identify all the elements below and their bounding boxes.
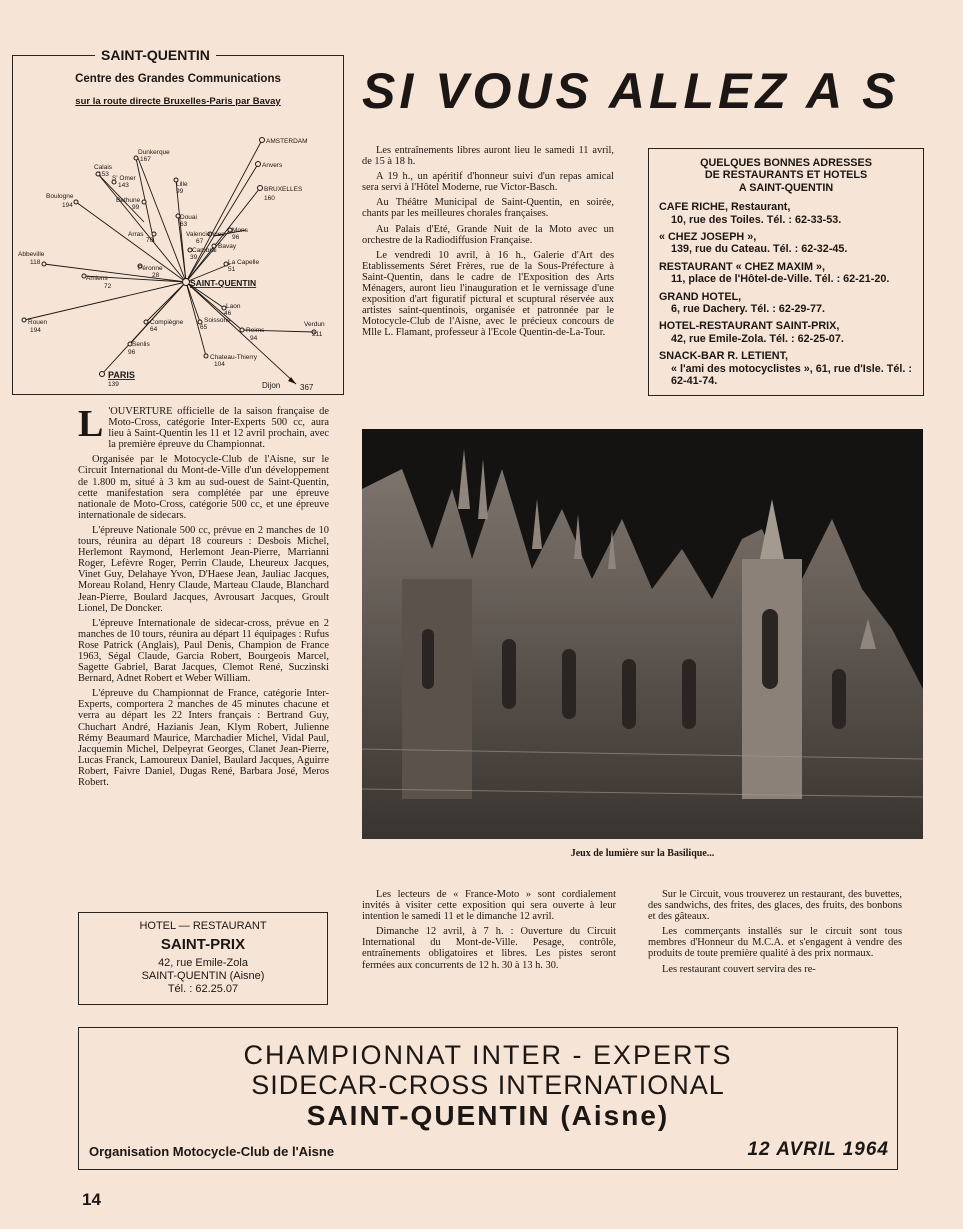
photo-caption: Jeux de lumière sur la Basilique... [570, 848, 715, 859]
addresses-box [648, 148, 924, 396]
address-entry [659, 320, 913, 345]
hotel-ad [78, 912, 328, 1005]
map-city-valenciennes: Valenciennes [186, 231, 225, 238]
championship-ad [78, 1027, 898, 1170]
bottom-middle-paragraph: Les lecteurs de « France-Moto » sont cordialement invités à visiter cette exposition qui sera ouverte à leur intention le samedi 11 et le dimanche 12 avril. [362, 889, 616, 923]
map-city-bavay: Bavay [218, 243, 237, 250]
addresses-heading [659, 157, 913, 194]
headline: SI VOUS ALLEZ A S [362, 63, 900, 119]
address-line: 11, place de l'Hôtel-de-Ville. Tél. : 62-21-20. [671, 273, 890, 286]
address-entry [659, 201, 913, 226]
map-dist-mons: 96 [232, 234, 240, 241]
hotel-ad-name: SAINT-PRIX [160, 936, 246, 953]
intro-paragraph: L'épreuve Internationale de sidecar-cross, prévue en 2 manches de 10 tours, réunira au départ 11 équipages : Rufus Rose Patrick (Anglais), Paul Denis, Champion de France 1963, Ségal Claude, Garcia Robert, Bourgeois Marcel, Sagette Gabriel, Barat Jacques, Clemot René, Suczinski Bernard, Adnet Robert et Weber William. [78, 617, 329, 685]
championship-organizer: Organisation Motocycle-Club de l'Aisne [89, 1144, 335, 1159]
map-city-reims: Reims [246, 327, 265, 334]
map-city-amiens: Amiens [86, 275, 108, 282]
bottom-right-paragraph: Les commerçants installés sur le circuit sont tous membres d'Honneur du M.C.A. et s'engagent à vendre des produits de toute première qualité à des prix normaux. [648, 926, 902, 960]
hotel-ad-address: 42, rue Emile-Zola [158, 957, 248, 969]
map-city-amsterdam: AMSTERDAM [266, 138, 308, 145]
map-city-rouen: Rouen [28, 319, 48, 326]
address-entry [659, 261, 913, 286]
map-dist-cambrai: 39 [190, 254, 198, 261]
map-city-arras: Arras [128, 231, 144, 238]
map-dist-bethune: 99 [132, 204, 140, 211]
intro-paragraph: L'épreuve Nationale 500 cc, prévue en 2 manches de 10 tours, réunira au départ 18 coureurs : Desbois Michel, Herlemont Raymond, Herlemont Jean-Pierre, Marrianni Roger, Lefèvre Roger, Perrin Claude, Lheureux Jacques, Vinet Guy, Delahaye Yvon, D'Haese Jean, Jauliac Jacques, Moreau Roland, Henry Claude, Marteau Claude, Blanchard Jean-Pierre, Boulard Jacques, Avrousart Jacques, Groult Lionel, De Doncker. [78, 524, 329, 614]
drop-cap: L [78, 403, 104, 445]
map-city-cambrai: Cambrai [192, 247, 217, 254]
map-dist-boulogne: 194 [62, 202, 73, 209]
map-dist-senlis: 96 [128, 349, 136, 356]
championship-line-2: SIDECAR-CROSS INTERNATIONAL [251, 1070, 725, 1100]
map-city-anvers: Anvers [262, 162, 283, 169]
address-name: SNACK-BAR R. LETIENT, [659, 350, 788, 363]
middle-column [362, 145, 614, 343]
addresses-heading-line: DE RESTAURANTS ET HOTELS [704, 169, 868, 182]
addresses-heading-line: QUELQUES BONNES ADRESSES [700, 157, 872, 169]
bottom-right-paragraph: Les restaurant couvert servira des re- [662, 963, 816, 975]
address-name: HOTEL-RESTAURANT SAINT-PRIX, [659, 320, 840, 333]
map-subtitle: Centre des Grandes Communications [75, 73, 281, 85]
map-city-chateau-thierry: Chateau-Thierry [210, 354, 257, 361]
map-dist-bruxelles: 160 [264, 195, 275, 202]
map-center-city: SAINT-QUENTIN [190, 278, 257, 288]
middle-paragraph: Au Palais d'Eté, Grande Nuit de la Moto avec un orchestre de la Radiodiffusion Française. [362, 223, 614, 246]
address-entry [659, 231, 913, 256]
address-line: 6, rue Dachery. Tél. : 62-29-77. [671, 303, 826, 316]
map-city-bruxelles: BRUXELLES [264, 186, 303, 193]
map-dist-verdun: 211 [312, 331, 323, 338]
address-line: « l'ami des motocyclistes », 61, rue d'Isle. Tél. : 62-41-74. [671, 362, 912, 388]
map-dist-compiegne: 64 [150, 326, 158, 333]
map-city-la-capelle: La Capelle [228, 259, 260, 266]
basilica-illustration [362, 429, 923, 839]
map-dist-arras: 70 [146, 237, 154, 244]
map-city-st-omer: S' Omer [112, 175, 136, 182]
map-dist-abbeville: 118 [30, 259, 41, 266]
map-dist-valenciennes: 67 [196, 238, 204, 245]
bottom-middle-paragraph: Dimanche 12 avril, à 7 h. : Ouverture du Circuit International du Mont-de-Ville. Pesage, contrôle, entraînements obligatoires et libres. Les pistes seront fermées aux concurrents de 12 h. 30 à 13 h. 30. [362, 926, 616, 971]
championship-line-1: CHAMPIONNAT INTER - EXPERTS [243, 1040, 733, 1070]
address-name: RESTAURANT « CHEZ MAXIM », [659, 260, 825, 273]
address-entry [659, 350, 913, 387]
map-city-dunkerque: Dunkerque [138, 149, 170, 156]
map-city-senlis: Senlis [132, 341, 150, 348]
map-city-compiegne: Compiègne [150, 319, 184, 326]
map-dist-laon: 46 [224, 310, 232, 317]
map-city-mons: Mons [232, 227, 248, 234]
map-subtitle-route: sur la route directe Bruxelles-Paris par Bavay [75, 96, 281, 107]
addresses-heading-line: A SAINT-QUENTIN [738, 181, 834, 194]
middle-paragraph: Les entraînements libres auront lieu le samedi 11 avril, de 15 à 18 h. [362, 145, 614, 168]
map-dist-peronne: 28 [152, 272, 160, 279]
map-city-soissons: Soissons [204, 317, 231, 324]
map-city-bethune: Bethune [116, 197, 141, 204]
map-city-verdun: Verdun [304, 321, 325, 328]
address-name: CAFE RICHE, Restaurant, [659, 201, 791, 214]
map-dist-la-capelle: 51 [228, 266, 236, 273]
hotel-ad-city: SAINT-QUENTIN (Aisne) [141, 970, 265, 982]
map-dist-st-omer: 143 [118, 182, 129, 189]
route-map [14, 112, 342, 392]
basilica-photo [362, 429, 923, 839]
map-city-laon: Laon [226, 303, 241, 310]
address-name: « CHEZ JOSEPH », [659, 231, 757, 244]
map-city-abbeville: Abbeville [18, 251, 45, 258]
map-city-lille: Lille [176, 181, 188, 188]
address-line: 139, rue du Cateau. Tél. : 62-32-45. [671, 243, 848, 256]
map-title: SAINT-QUENTIN [95, 47, 216, 63]
page-number: 14 [82, 1190, 101, 1209]
middle-paragraph: Le vendredi 10 avril, à 16 h., Galerie d'Art des Etablissements Séret Frères, rue de la Sous-Préfecture à Saint-Quentin, dans le cadre de l'Exposition des Arts Ménagers, auront lieu l'inauguration et le vernissage d'une exposition d'art figuratif pictural et scuptural réservée aux artistes saint-quentinois, organisée et patronnée par le Motocycle-Club de l'Aisne, avec le précieux concours de Mlle L. Flamant, professeur à l'Ecole Quentin-de-La-Tour. [362, 249, 614, 339]
map-dist-reims: 94 [250, 335, 258, 342]
map-city-calais: Calais [94, 164, 113, 171]
intro-paragraph: L'épreuve du Championnat de France, catégorie Inter-Experts, comportera 2 manches de 45 minutes chacune et verra au départ les 22 Inters français : Bertrand Guy, Chuchart André, Hazianis Jean, Klym Robert, Julienne Rémy Beaumard Maurice, Marchadier Michel, Vidal Paul, Jacquemin Michel, Delpeyrat Georges, Clanet Jean-Pierre, Lucas Franck, Lamoureux Daniel, Baulard Jacques, Aguirre Robert, Faivre Daniel, Dugas René, Barbara José, Meros Robert. [78, 688, 329, 788]
middle-paragraph: Au Théâtre Municipal de Saint-Quentin, en soirée, chants par les meilleures chorales françaises. [362, 197, 614, 220]
map-city-paris: PARIS [108, 370, 135, 380]
map-dist-dunkerque: 167 [140, 156, 151, 163]
championship-date: 12 AVRIL 1964 [747, 1139, 889, 1160]
address-line: 10, rue des Toiles. Tél. : 62-33-53. [671, 213, 842, 226]
map-dist-calais: 153 [98, 171, 109, 178]
map-dist-soissons: 65 [200, 324, 208, 331]
bottom-right-paragraph: Sur le Circuit, vous trouverez un restaurant, des buvettes, des sandwichs, des frites, des glaces, des fruits, des bonbons et des gâteaux. [648, 889, 902, 923]
hotel-ad-heading: HOTEL — RESTAURANT [139, 920, 267, 932]
intro-column [78, 403, 329, 792]
map-dist-lille: 99 [176, 188, 184, 195]
map-city-peronne: Péronne [138, 265, 163, 272]
hotel-ad-phone: Tél. : 62.25.07 [167, 983, 239, 995]
bottom-right-column [648, 889, 902, 979]
championship-location: SAINT-QUENTIN (Aisne) [306, 1100, 670, 1131]
map-dist-amiens: 72 [104, 283, 112, 290]
middle-paragraph: A 19 h., un apéritif d'honneur suivi d'un repas amical sera servi à l'Hôtel Moderne, rue Victor-Basch. [362, 171, 614, 194]
address-name: GRAND HOTEL, [659, 290, 742, 303]
intro-paragraph: Organisée par le Motocycle-Club de l'Aisne, sur le Circuit International du Mont-de-Ville d'un développement de 1.800 m, situé à 3 km au sud-ouest de Saint-Quentin, cette manifestation sera complétée par une épreuve nationale de Moto-Cross, catégorie 500 cc, et une épreuve internationale de sidecars. [78, 454, 329, 521]
map-dist-dijon: 367 [300, 383, 314, 392]
map-dist-douai: 63 [180, 221, 188, 228]
map-dist-rouen: 194 [30, 327, 41, 334]
map-dist-chateau-thierry: 104 [214, 361, 225, 368]
map-dist-paris: 139 [108, 381, 119, 388]
map-city-dijon: Dijon [262, 381, 281, 390]
map-city-boulogne: Boulogne [46, 193, 74, 200]
address-line: 42, rue Emile-Zola. Tél. : 62-25-07. [671, 332, 844, 345]
bottom-middle-column [362, 889, 616, 975]
address-entry [659, 291, 913, 316]
intro-paragraph: 'OUVERTURE officielle de la saison française de Moto-Cross, catégorie Inter-Experts 500 cc, aura lieu à Saint-Quentin les 11 et 12 avril prochain, avec la première épreuve du Championnat. [108, 406, 329, 451]
map-city-douai: Douai [180, 214, 197, 221]
